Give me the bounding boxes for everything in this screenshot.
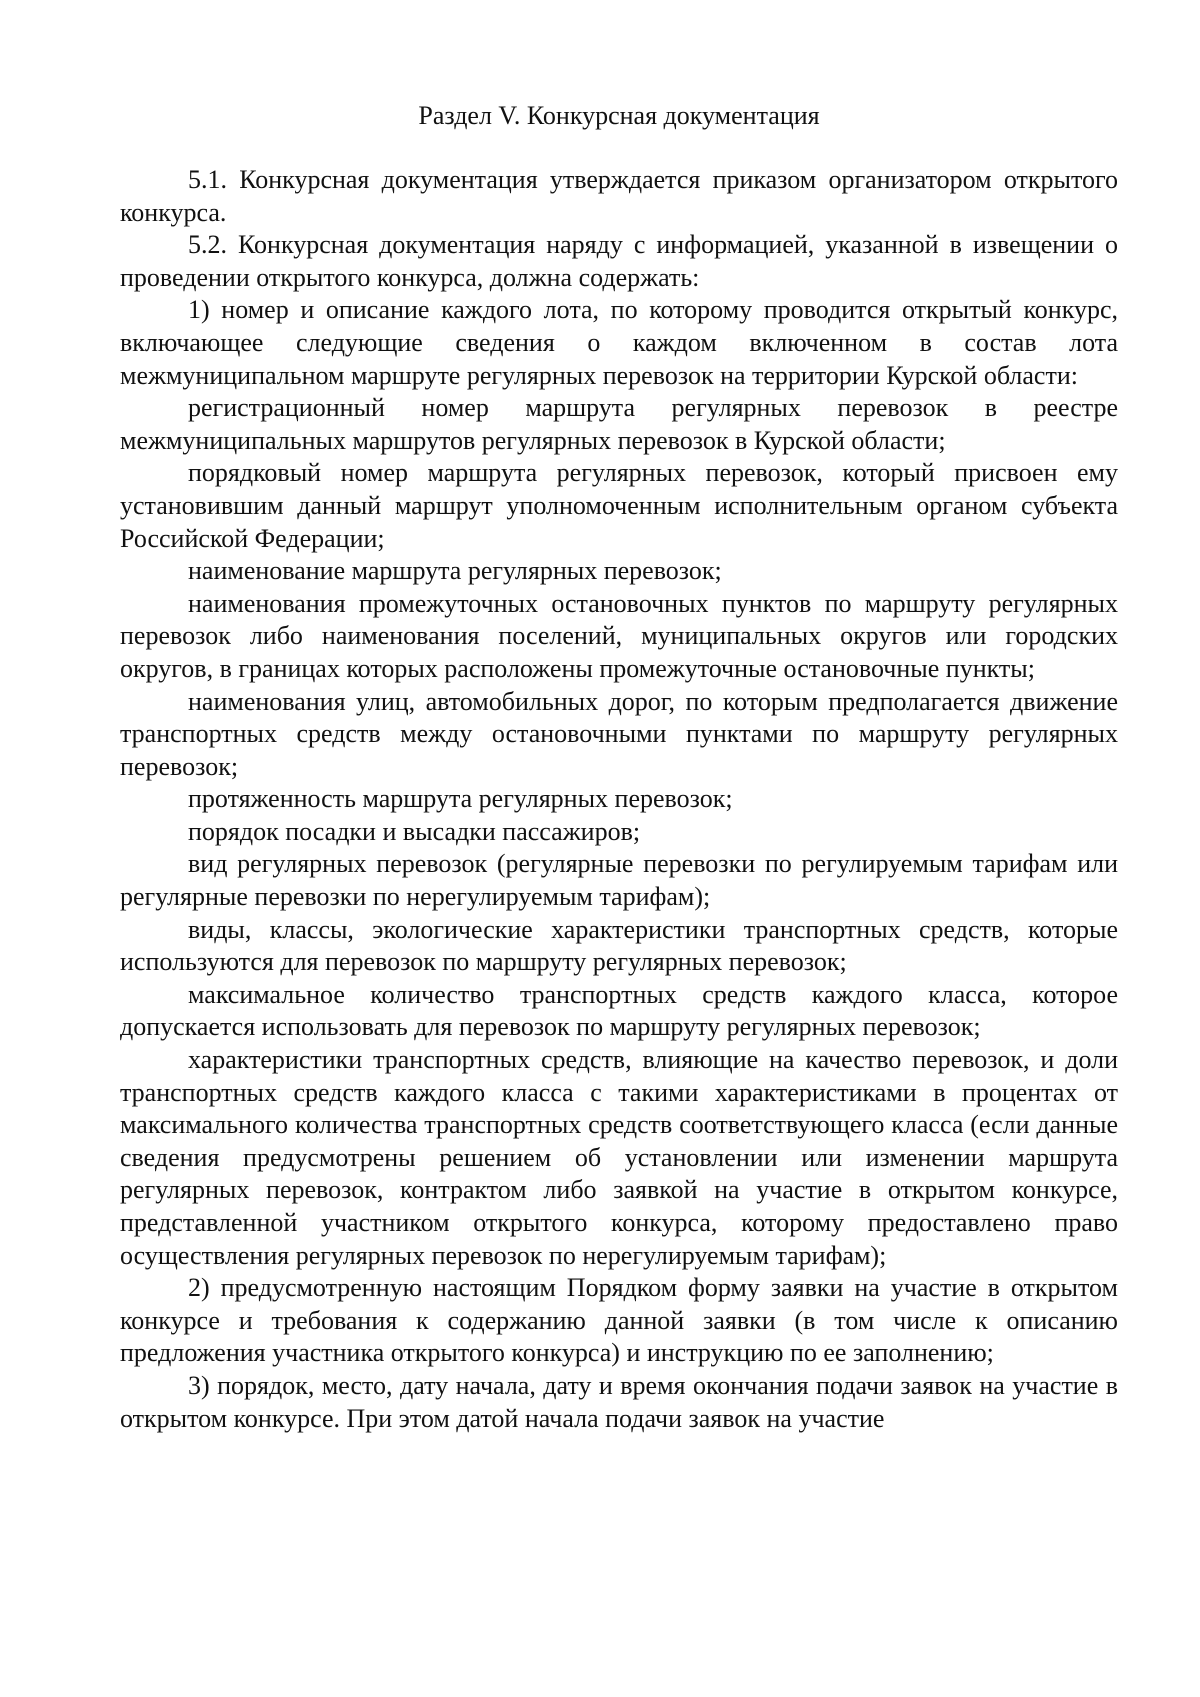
document-body	[120, 100, 1118, 1435]
paragraph-item-3: 3) порядок, место, дату начала, дату и время окончания подачи заявок на участие в открытом конкурсе. При этом датой начала подачи заявок на участие	[120, 1370, 1118, 1433]
paragraph-registration-number: регистрационный номер маршрута регулярных перевозок в реестре межмуниципальных маршрутов регулярных перевозок в Курской области;	[120, 393, 1118, 455]
paragraph-5-2: 5.2. Конкурсная документация наряду с информацией, указанной в извещении о проведении открытого конкурса, должна содержать:	[120, 230, 1118, 292]
paragraph-5-1: 5.1. Конкурсная документация утверждается приказом организатором открытого конкурса.	[120, 165, 1118, 227]
paragraph-streets-roads: наименования улиц, автомобильных дорог, по которым предполагается движение транспортных средств между остановочными пунктами по маршруту регулярных перевозок;	[120, 686, 1118, 781]
paragraph-transport-type: вид регулярных перевозок (регулярные перевозки по регулируемым тарифам или регулярные перевозки по нерегулируемым тарифам);	[120, 849, 1118, 912]
paragraph-item-1: 1) номер и описание каждого лота, по которому проводится открытый конкурс, включающее следующие сведения о каждом включенном в состав лота межмуниципальном маршруте регулярных перевозок на территории Курской области:	[120, 295, 1118, 390]
paragraph-sequence-number: порядковый номер маршрута регулярных перевозок, который присвоен ему установившим данный маршрут уполномоченным исполнительным органом субъекта Российской Федерации;	[120, 458, 1118, 553]
paragraph-max-vehicles: максимальное количество транспортных средств каждого класса, которое допускается использовать для перевозок по маршруту регулярных перевозок;	[120, 979, 1118, 1042]
paragraph-intermediate-stops: наименования промежуточных остановочных пунктов по маршруту регулярных перевозок либо наименования поселений, муниципальных округов или городских округов, в границах которых расположены промежуточные остановочные пункты;	[120, 588, 1118, 683]
paragraph-item-2: 2) предусмотренную настоящим Порядком форму заявки на участие в открытом конкурсе и требования к содержанию данной заявки (в том числе к описанию предложения участника открытого конкурса) и инструкцию по ее заполнению;	[120, 1273, 1118, 1368]
section-heading: Раздел V. Конкурсная документация	[418, 101, 820, 130]
paragraph-vehicle-classes: виды, классы, экологические характеристики транспортных средств, которые используются для перевозок по маршруту регулярных перевозок;	[120, 914, 1118, 977]
paragraph-route-name: наименование маршрута регулярных перевозок;	[188, 556, 722, 586]
paragraph-boarding-order: порядок посадки и высадки пассажиров;	[188, 816, 641, 846]
paragraph-vehicle-characteristics: характеристики транспортных средств, влияющие на качество перевозок, и доли транспортных средств каждого класса с такими характеристиками в процентах от максимального количества транспортных средств соответствующего класса (если данные сведения предусмотрены решением об установлении или изменении маршрута регулярных перевозок, контрактом либо заявкой на участие в открытом конкурсе, представленной участником открытого конкурса, которому предоставлено право осуществления регулярных перевозок по нерегулируемым тарифам);	[120, 1045, 1118, 1270]
paragraph-route-length: протяженность маршрута регулярных перевозок;	[188, 784, 733, 814]
